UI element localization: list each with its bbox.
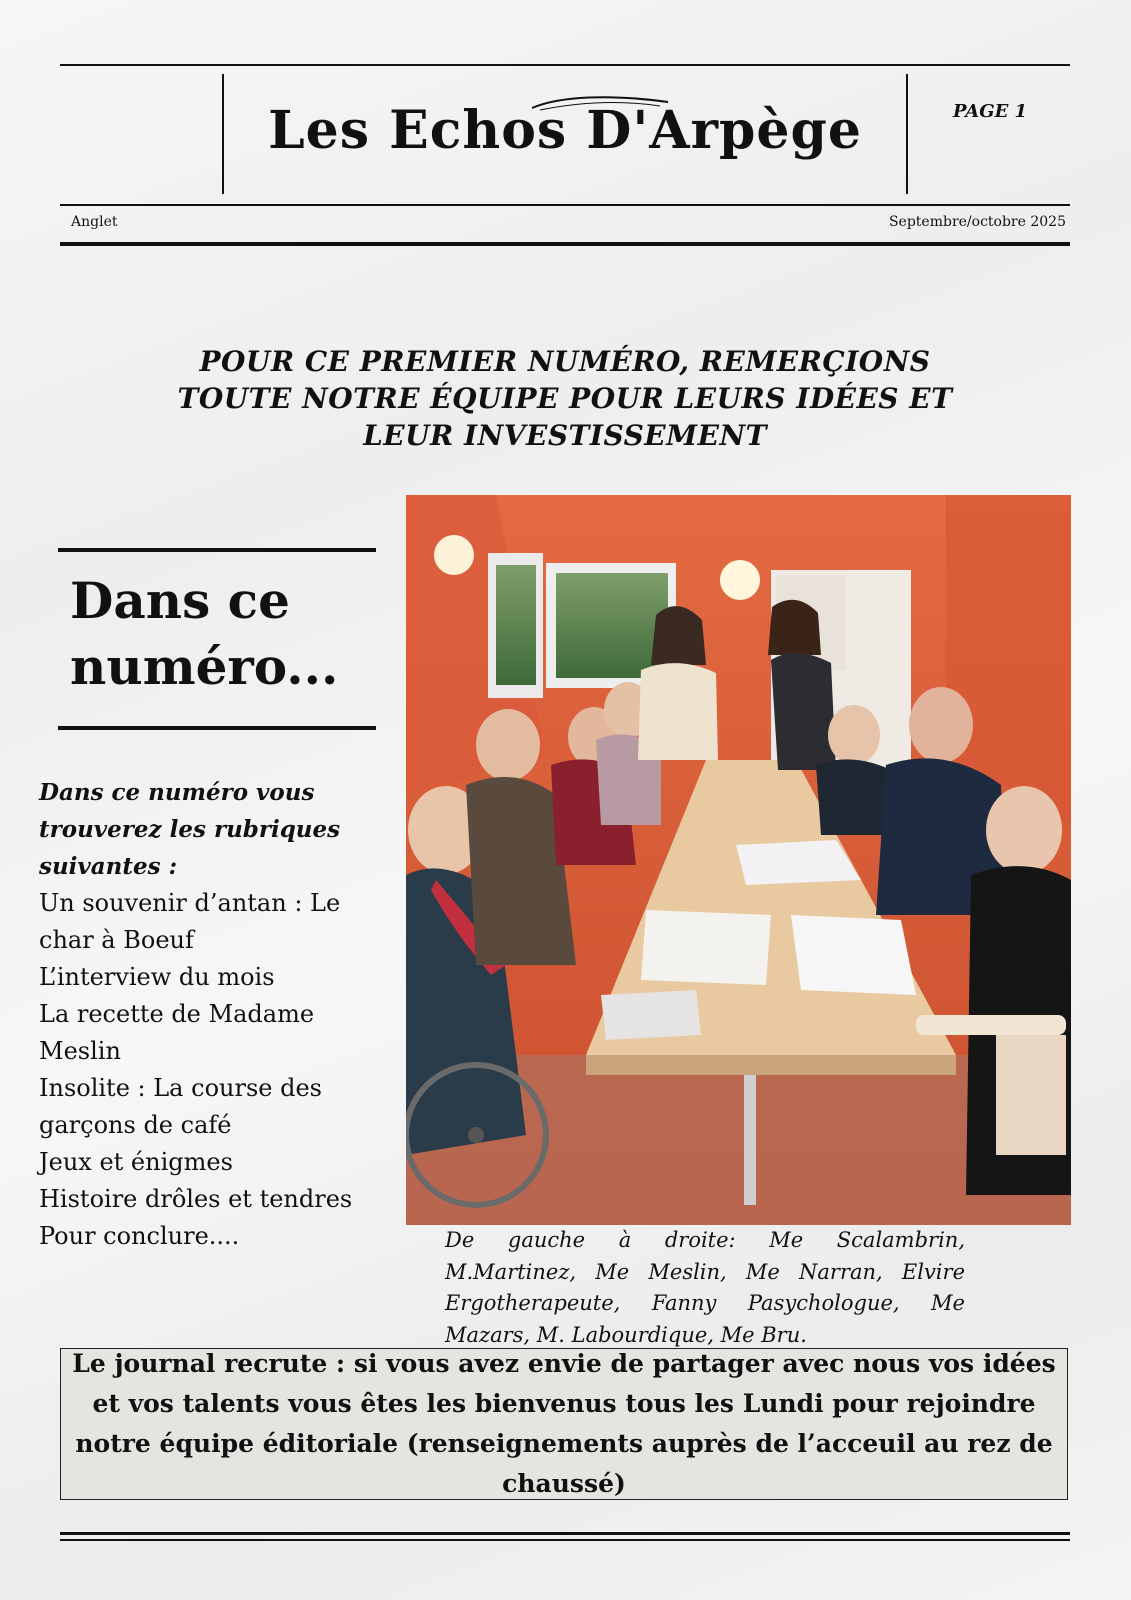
page-number: PAGE 1: [953, 101, 1028, 122]
toc-item: L’interview du mois: [39, 963, 275, 991]
meta-bottom-rule: [60, 242, 1070, 246]
toc-title: Dans ce numéro...: [70, 571, 339, 696]
group-photo-illustration: [406, 495, 1071, 1225]
location-label: Anglet: [71, 214, 118, 230]
masthead-title: Les Echos D'Arpège: [268, 100, 862, 161]
recruitment-text: Le journal recrute : si vous avez envie de partager avec nous vos idées et vos talents vous êtes les bienvenus tous les Lundi pour rejoindre notre équipe éditoriale (renseignements auprès de l’acceuil au rez de chaussé): [72, 1349, 1056, 1498]
masthead-divider-right: [906, 74, 908, 194]
issue-date: Septembre/octobre 2025: [888, 214, 1066, 230]
footer-rule-bottom: [60, 1539, 1070, 1541]
group-photo: [406, 495, 1071, 1225]
toc-list: [39, 885, 389, 1255]
front-headline: POUR CE PREMIER NUMÉRO, REMERÇIONS TOUTE NOTRE ÉQUIPE POUR LEURS IDÉES ET LEUR INVESTISSEMENT: [177, 345, 953, 452]
toc-item: La recette de Madame Meslin: [39, 1000, 315, 1065]
photo-caption: De gauche à droite: Me Scalambrin, M.Martinez, Me Meslin, Me Narran, Elvire Ergotherapeute, Fanny Pasychologue, Me Mazars, M. Labourdique, Me Bru.: [445, 1228, 965, 1347]
toc-item: Un souvenir d’antan : Le char à Boeuf: [39, 889, 341, 954]
toc-item: Histoire drôles et tendres: [39, 1185, 353, 1213]
toc-item: Pour conclure....: [39, 1222, 240, 1250]
recruitment-notice: [60, 1348, 1068, 1500]
toc-top-rule: [58, 548, 376, 552]
masthead-divider-left: [222, 74, 224, 194]
toc-bottom-rule: [58, 726, 376, 730]
toc-item: Jeux et énigmes: [39, 1148, 233, 1176]
footer-rule-top: [60, 1532, 1070, 1535]
toc-item: Insolite : La course des garçons de café: [39, 1074, 322, 1139]
masthead-top-rule: [60, 64, 1070, 66]
masthead-bottom-rule: [60, 204, 1070, 206]
toc-intro: Dans ce numéro vous trouverez les rubriques suivantes :: [39, 779, 341, 880]
